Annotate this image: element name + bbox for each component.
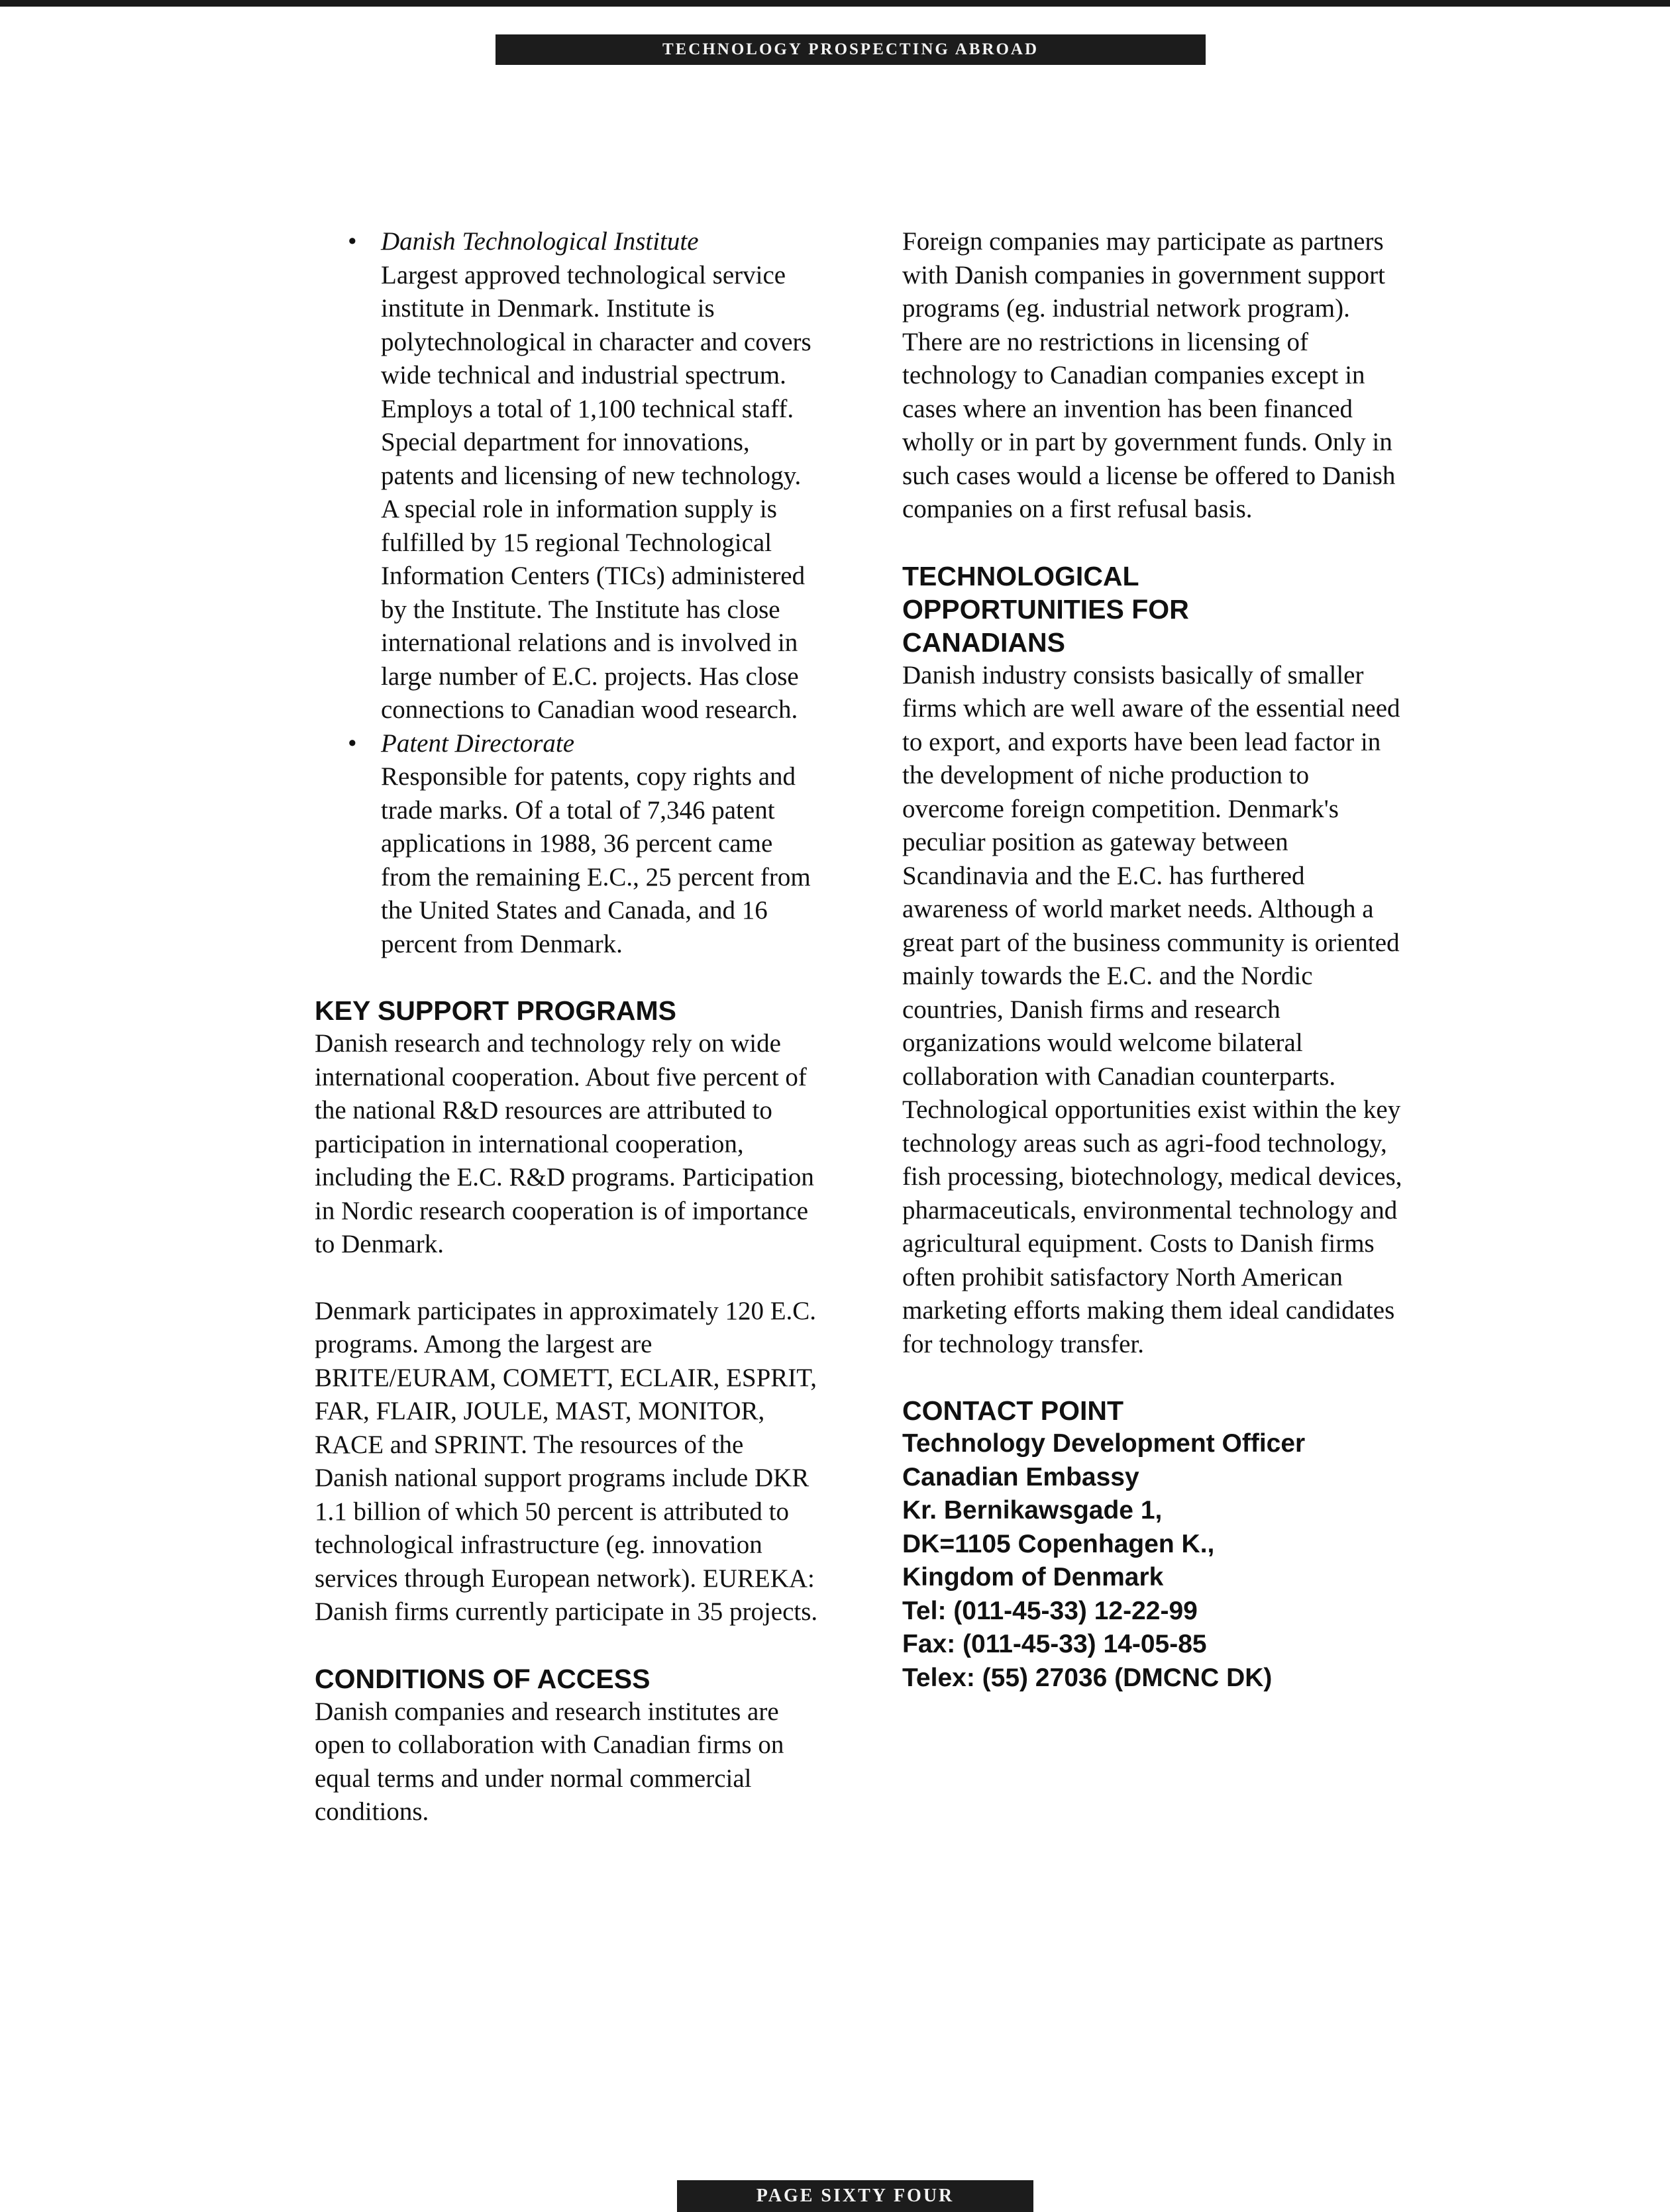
section-heading-key-support: KEY SUPPORT PROGRAMS — [315, 995, 676, 1026]
spacer — [315, 1262, 818, 1295]
right-column — [902, 225, 1406, 1695]
heading-line: TECHNOLOGICAL — [902, 560, 1139, 591]
section-heading-conditions: CONDITIONS OF ACCESS — [315, 1663, 651, 1694]
bullet-body: Responsible for patents, copy rights and trade marks. Of a total of 7,346 patent applications in 1988, 36 percent came from the remaining E.C., 25 percent from the United States and Canada, and 16 percent from Denmark. — [381, 762, 811, 958]
contact-telephone: Tel: (011-45-33) 12-22-99 — [902, 1596, 1198, 1625]
contact-telex: Telex: (55) 27036 (DMCNC DK) — [902, 1663, 1273, 1692]
conditions-continued-paragraph: Foreign companies may participate as partners with Danish companies in government support programs (eg. industrial network program). There are no restrictions in licensing of technology to Canadian companies except in cases where an invention has been financed wholly or in part by government funds. Only in such cases would a license be offered to Danish companies on a first refusal basis. — [902, 227, 1396, 523]
key-support-paragraph-1: Danish research and technology rely on wide international cooperation. About five percent of the national R&D resources are attributed to participation in international cooperation, including the E.C. R&D programs. Participation in Nordic research cooperation is of importance to Denmark. — [315, 1029, 814, 1258]
conditions-paragraph: Danish companies and research institutes are open to collaboration with Canadian firms on equal terms and under normal commercial conditions. — [315, 1697, 784, 1826]
contact-street: Kr. Bernikawsgade 1, — [902, 1496, 1163, 1525]
contact-country: Kingdom of Denmark — [902, 1563, 1164, 1591]
bullet-title: Danish Technological Institute — [381, 227, 699, 256]
spacer — [315, 1629, 818, 1662]
bullet-body: Largest approved technological service institute in Denmark. Institute is polytechnological in character and covers wide technical and industrial spectrum. Employs a total of 1,100 technical staff. Special department for innovations, patents and licensing of new technology. A special role in information supply is fulfilled by 15 regional Technological Information Centers (TICs) administered by the Institute. The Institute has close international relations and is involved in large number of E.C. projects. Has close connections to Canadian wood research. — [381, 260, 811, 724]
contact-organization: Canadian Embassy — [902, 1462, 1139, 1491]
key-support-paragraph-2: Denmark participates in approximately 120 E.C. programs. Among the largest are BRITE/EURAM, COMETT, ECLAIR, ESPRIT, FAR, FLAIR, JOULE, MAST, MONITOR, RACE and SPRINT. The resources of the Danish national support programs include DKR 1.1 billion of which 50 percent is attributed to technological infrastructure (eg. innovation services through European network). EUREKA: Danish firms currently participate in 35 projects. — [315, 1296, 818, 1626]
bullet-icon: • — [348, 729, 357, 758]
bullet-icon: • — [348, 227, 357, 256]
top-border-rule — [0, 0, 1670, 7]
contact-title: Technology Development Officer — [902, 1429, 1306, 1458]
contact-block — [902, 1427, 1406, 1695]
list-item — [348, 727, 818, 962]
contact-fax: Fax: (011-45-33) 14-05-85 — [902, 1630, 1207, 1658]
spacer — [902, 1361, 1406, 1394]
bullet-title: Patent Directorate — [381, 729, 575, 758]
heading-line: CANADIANS — [902, 627, 1065, 658]
running-header: TECHNOLOGY PROSPECTING ABROAD — [496, 34, 1206, 65]
institution-list — [315, 225, 818, 961]
heading-line: OPPORTUNITIES FOR — [902, 593, 1189, 625]
opportunities-paragraph: Danish industry consists basically of smaller firms which are well aware of the essential need to export, and exports have been lead factor in the development of niche production to overcome foreign competition. Denmark's peculiar position as gateway between Scandinavia and the E.C. has furthered awareness of world market needs. Although a great part of the business community is oriented mainly towards the E.C. and the Nordic countries, Danish firms and research organizations would welcome bilateral collaboration with Canadian counterparts. Technological opportunities exist within the key technology areas such as agri-food technology, fish processing, biotechnology, medical devices, pharmaceuticals, environmental technology and agricultural equipment. Costs to Danish firms often prohibit satisfactory North American marketing efforts making them ideal candidates for technology transfer. — [902, 660, 1402, 1358]
page-number-footer: PAGE SIXTY FOUR — [677, 2180, 1033, 2212]
left-column — [315, 225, 818, 1829]
contact-city: DK=1105 Copenhagen K., — [902, 1529, 1215, 1558]
spacer — [315, 961, 818, 994]
section-heading-opportunities — [902, 560, 1406, 659]
section-heading-contact: CONTACT POINT — [902, 1395, 1124, 1426]
spacer — [902, 527, 1406, 560]
list-item — [348, 225, 818, 727]
